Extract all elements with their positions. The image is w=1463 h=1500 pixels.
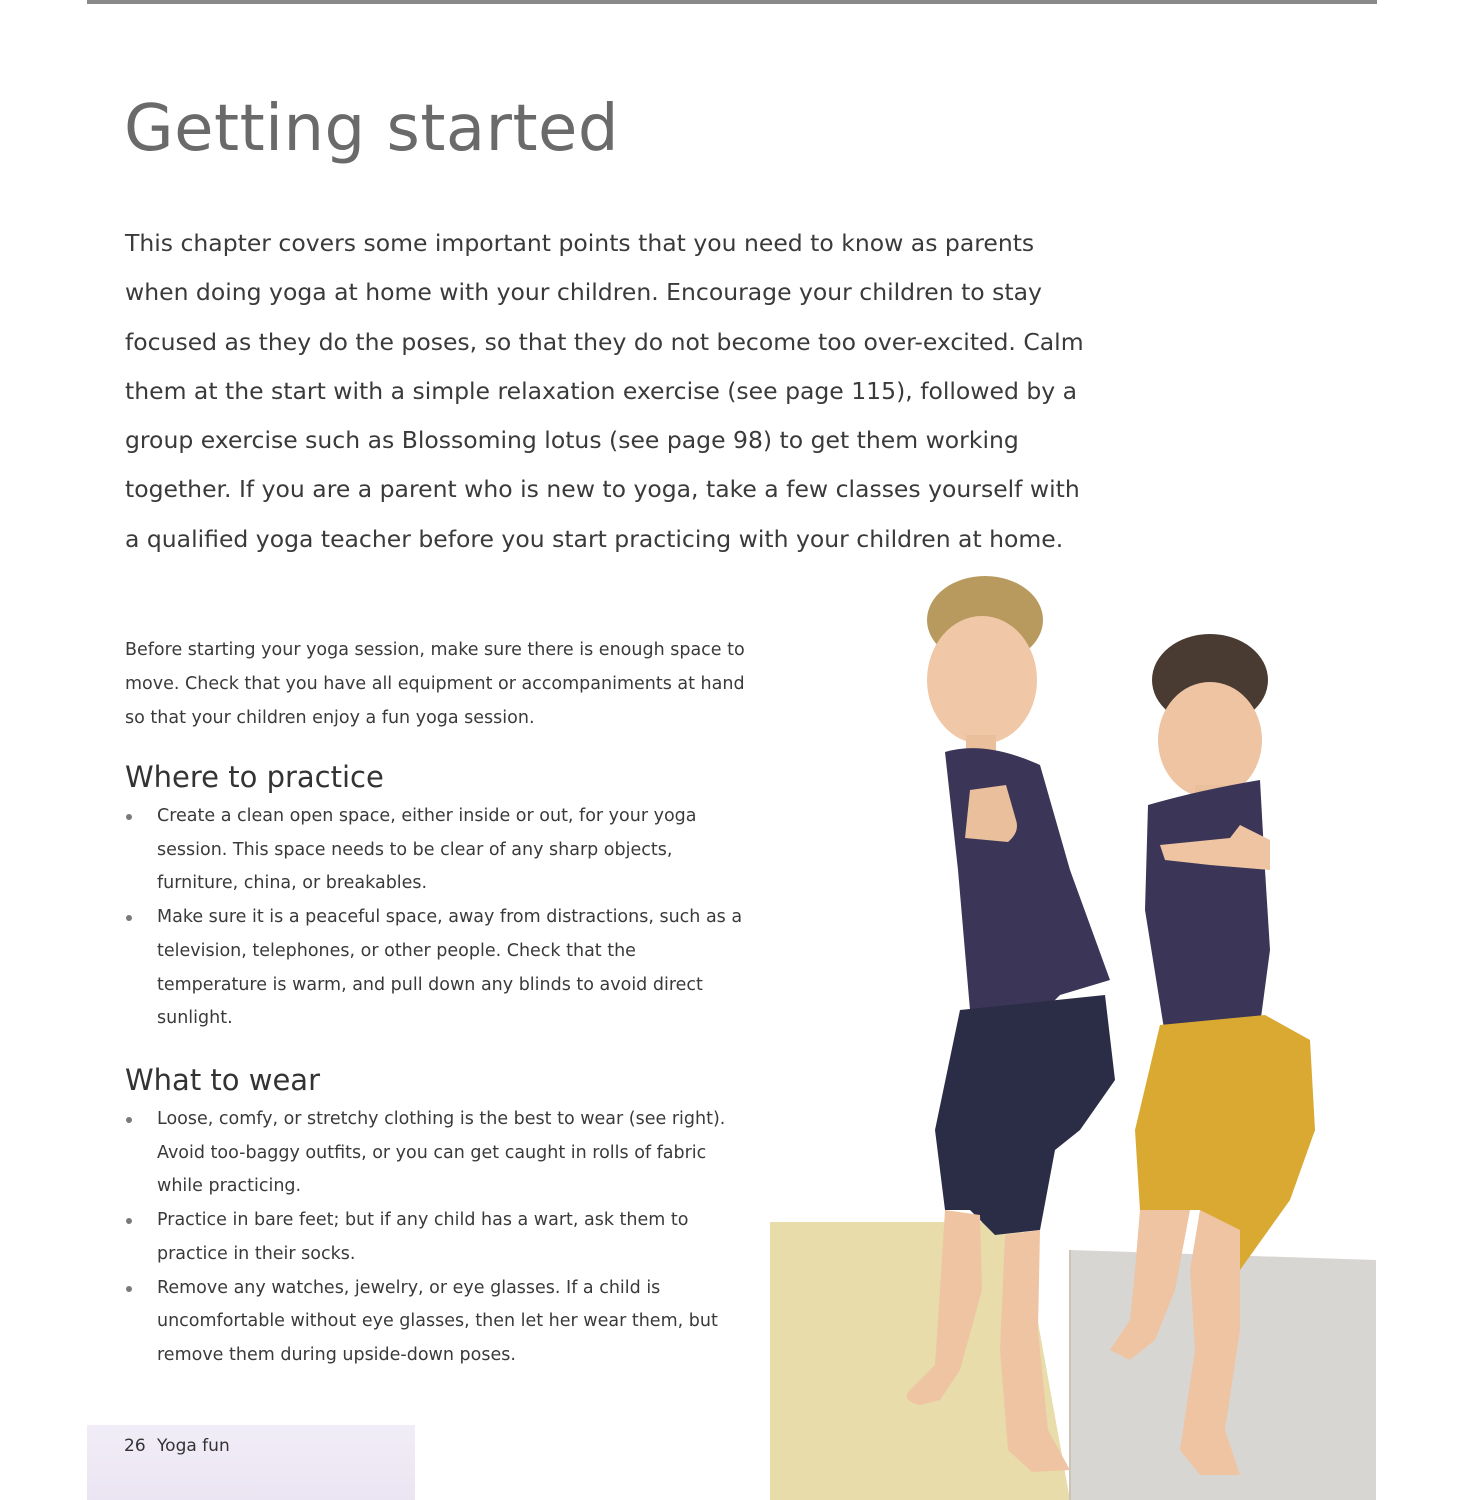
running-footer-section: Yoga fun [157, 1436, 230, 1456]
bullet-icon [126, 915, 132, 921]
bullet-list [125, 800, 745, 1036]
section-heading: What to wear [125, 1063, 320, 1097]
section-heading: Where to practice [125, 760, 384, 794]
section-what-to-wear [125, 1061, 745, 1373]
bullet-icon [126, 1286, 132, 1292]
bullet-list [125, 1103, 745, 1373]
list-item [125, 901, 745, 1036]
bullet-icon [126, 1117, 132, 1123]
intro-paragraph: This chapter covers some important points that you need to know as parents when doing yoga at home with your children. Encourage your children to stay focused as they do the poses, so that they do not become too over-excited. Calm them at the start with a simple relaxation exercise (see page 115), followed by a group exercise such as Blossoming lotus (see page 98) to get them working together. If you are a parent who is new to yoga, take a few classes yourself with a qualified yoga teacher before you start practicing with your children at home. [125, 229, 1084, 553]
bullet-icon [126, 814, 132, 820]
list-item-text: Remove any watches, jewelry, or eye glasses. If a child is uncomfortable without eye glasses, then let her wear them, but remove them during upside-down poses. [157, 1277, 718, 1365]
list-item-text: Loose, comfy, or stretchy clothing is the best to wear (see right). Avoid too-baggy outfits, or you can get caught in rolls of fabric while practicing. [157, 1109, 726, 1197]
list-item-text: Practice in bare feet; but if any child has a wart, ask them to practice in their socks. [157, 1210, 689, 1264]
page-title: Getting started [124, 92, 620, 166]
lead-paragraph: Before starting your yoga session, make sure there is enough space to move. Check that you have all equipment or accompaniments at hand so that your children enjoy a fun yoga session. [125, 640, 745, 728]
list-item [125, 1272, 745, 1373]
section-where-to-practice [125, 758, 745, 1036]
list-item [125, 1103, 745, 1204]
page-top-rule [87, 0, 1377, 4]
page-number: 26 [124, 1436, 146, 1456]
list-item-text: Create a clean open space, either inside or out, for your yoga session. This space needs to be clear of any sharp objects, furniture, china, or breakables. [157, 806, 697, 894]
children-yoga-photo [770, 570, 1376, 1500]
list-item [125, 1204, 745, 1271]
bullet-icon [126, 1218, 132, 1224]
page-folio [124, 1436, 230, 1456]
list-item [125, 800, 745, 901]
list-item-text: Make sure it is a peaceful space, away from distractions, such as a television, telephones, or other people. Check that the temperature is warm, and pull down any blinds to avoid direct sunlight. [157, 907, 743, 1029]
